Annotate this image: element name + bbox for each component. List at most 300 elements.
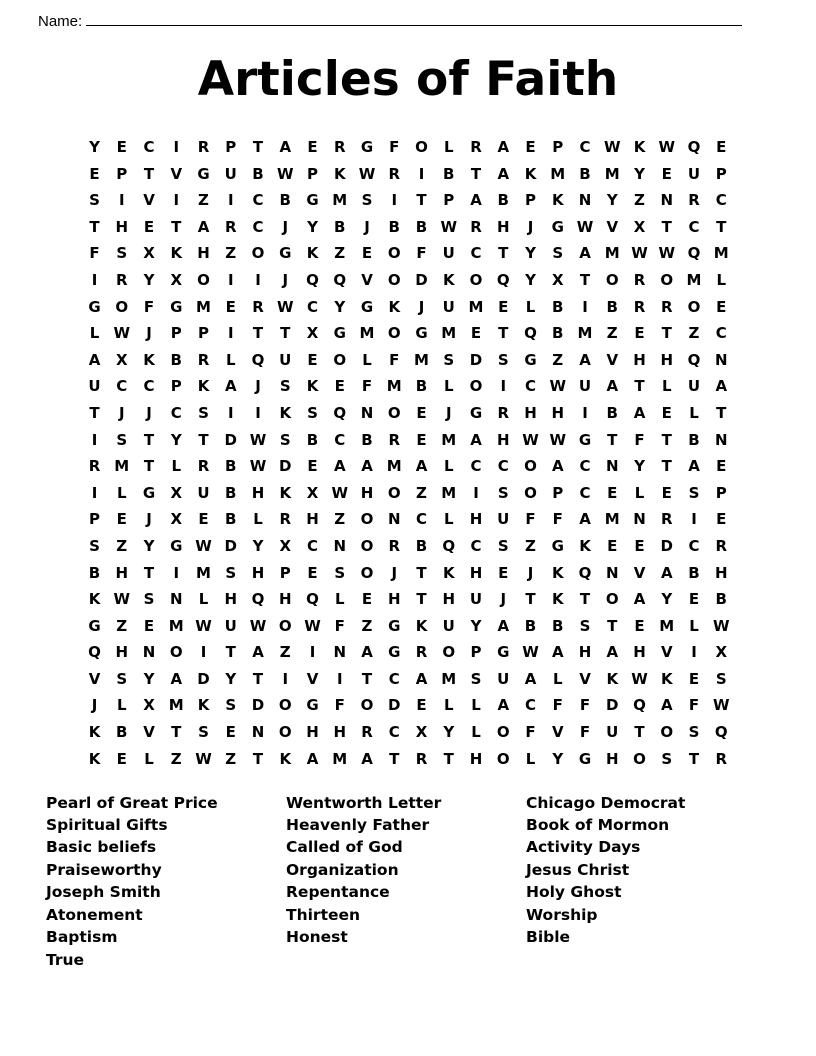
word-list-item[interactable]: Holy Ghost xyxy=(526,883,622,902)
grid-cell[interactable]: I xyxy=(255,403,261,422)
grid-cell[interactable]: A xyxy=(660,563,673,582)
grid-cell[interactable]: K xyxy=(388,297,401,316)
grid-cell[interactable]: L xyxy=(362,350,372,369)
grid-cell[interactable]: L xyxy=(116,483,127,502)
grid-cell[interactable]: H xyxy=(306,723,319,742)
grid-cell[interactable]: P xyxy=(307,164,318,183)
grid-cell[interactable]: Y xyxy=(170,430,182,449)
grid-cell[interactable]: G xyxy=(497,643,510,662)
grid-cell[interactable]: F xyxy=(361,377,373,396)
grid-cell[interactable]: V xyxy=(306,669,319,688)
grid-cell[interactable]: I xyxy=(473,483,479,502)
grid-cell[interactable]: G xyxy=(170,536,183,555)
grid-cell[interactable]: E xyxy=(225,723,236,742)
grid-cell[interactable]: G xyxy=(279,244,292,263)
grid-cell[interactable]: U xyxy=(279,350,292,369)
grid-cell[interactable]: E xyxy=(307,563,318,582)
grid-cell[interactable]: A xyxy=(551,643,564,662)
grid-cell[interactable]: Y xyxy=(143,669,155,688)
grid-cell[interactable]: T xyxy=(661,324,672,343)
grid-cell[interactable]: D xyxy=(660,536,673,555)
grid-cell[interactable]: A xyxy=(606,377,619,396)
grid-cell[interactable]: R xyxy=(497,403,510,422)
grid-cell[interactable]: W xyxy=(113,590,131,609)
grid-cell[interactable]: L xyxy=(225,350,236,369)
grid-cell[interactable]: S xyxy=(715,669,727,688)
grid-cell[interactable]: G xyxy=(388,643,401,662)
grid-cell[interactable]: Y xyxy=(470,616,482,635)
grid-cell[interactable]: M xyxy=(414,350,429,369)
grid-cell[interactable]: T xyxy=(416,563,427,582)
grid-cell[interactable]: C xyxy=(388,723,400,742)
grid-cell[interactable]: J xyxy=(527,563,534,582)
grid-cell[interactable]: F xyxy=(143,297,155,316)
grid-cell[interactable]: W xyxy=(304,616,321,635)
grid-cell[interactable]: R xyxy=(470,138,482,156)
grid-cell[interactable]: Z xyxy=(525,536,536,555)
grid-cell[interactable]: I xyxy=(91,430,98,449)
grid-cell[interactable]: W xyxy=(522,643,539,662)
grid-cell[interactable]: R xyxy=(633,297,646,316)
grid-cell[interactable]: T xyxy=(361,669,373,688)
grid-cell[interactable]: B xyxy=(415,377,428,396)
grid-cell[interactable]: A xyxy=(470,430,482,449)
grid-cell[interactable]: M xyxy=(441,669,457,688)
grid-cell[interactable]: Z xyxy=(225,749,237,768)
grid-cell[interactable]: S xyxy=(579,616,591,635)
grid-cell[interactable]: E xyxy=(361,244,373,263)
grid-cell[interactable]: C xyxy=(334,430,346,449)
grid-cell[interactable]: K xyxy=(88,723,101,742)
grid-cell[interactable]: U xyxy=(224,616,237,635)
grid-cell[interactable]: J xyxy=(527,217,534,236)
grid-cell[interactable]: N xyxy=(251,723,265,742)
grid-cell[interactable]: N xyxy=(333,536,347,555)
grid-cell[interactable]: M xyxy=(604,510,620,529)
grid-cell[interactable]: W xyxy=(631,244,648,263)
grid-cell[interactable]: A xyxy=(497,696,510,715)
grid-cell[interactable]: K xyxy=(279,483,292,502)
grid-cell[interactable]: I xyxy=(200,643,207,662)
grid-cell[interactable]: L xyxy=(634,483,645,502)
grid-cell[interactable]: I xyxy=(227,270,234,289)
grid-cell[interactable]: A xyxy=(715,377,728,396)
grid-cell[interactable]: A xyxy=(415,669,428,688)
grid-cell[interactable]: R xyxy=(115,270,128,289)
grid-cell[interactable]: L xyxy=(525,297,536,316)
grid-cell[interactable]: O xyxy=(605,590,619,609)
grid-cell[interactable]: T xyxy=(634,377,645,396)
grid-cell[interactable]: W xyxy=(195,749,212,768)
grid-cell[interactable]: L xyxy=(443,510,454,529)
grid-cell[interactable]: R xyxy=(361,723,373,742)
grid-cell[interactable]: E xyxy=(498,563,509,582)
grid-cell[interactable]: H xyxy=(469,510,483,529)
grid-cell[interactable]: S xyxy=(225,696,237,715)
grid-cell[interactable]: R xyxy=(197,138,210,156)
grid-cell[interactable]: B xyxy=(225,483,237,502)
grid-cell[interactable]: X xyxy=(170,483,183,502)
grid-cell[interactable]: L xyxy=(443,377,454,396)
grid-cell[interactable]: K xyxy=(197,377,210,396)
grid-cell[interactable]: Q xyxy=(333,270,347,289)
grid-cell[interactable]: F xyxy=(334,696,345,715)
grid-cell[interactable]: T xyxy=(389,749,400,768)
grid-cell[interactable]: K xyxy=(442,563,455,582)
grid-cell[interactable]: Q xyxy=(333,403,347,422)
grid-cell[interactable]: M xyxy=(359,324,375,343)
grid-cell[interactable]: C xyxy=(688,536,700,555)
grid-cell[interactable]: Z xyxy=(416,483,427,502)
grid-cell[interactable]: E xyxy=(307,457,318,476)
grid-cell[interactable]: T xyxy=(171,217,182,236)
grid-cell[interactable]: O xyxy=(333,350,347,369)
grid-cell[interactable]: M xyxy=(441,324,457,343)
grid-cell[interactable]: O xyxy=(633,749,646,768)
grid-cell[interactable]: T xyxy=(579,270,591,289)
grid-cell[interactable]: B xyxy=(415,536,428,555)
grid-cell[interactable]: K xyxy=(579,536,591,555)
word-list-item[interactable]: Basic beliefs xyxy=(46,838,157,857)
grid-cell[interactable]: J xyxy=(146,403,152,422)
grid-cell[interactable]: W xyxy=(331,483,349,502)
grid-cell[interactable]: Q xyxy=(714,723,728,742)
grid-cell[interactable]: O xyxy=(605,270,619,289)
grid-cell[interactable]: E xyxy=(143,616,155,635)
grid-cell[interactable]: Y xyxy=(252,536,264,555)
grid-cell[interactable]: T xyxy=(579,590,591,609)
grid-cell[interactable]: E xyxy=(607,483,618,502)
grid-cell[interactable]: A xyxy=(633,590,646,609)
grid-cell[interactable]: H xyxy=(496,217,510,236)
grid-cell[interactable]: N xyxy=(714,430,728,449)
grid-cell[interactable]: T xyxy=(716,403,727,422)
grid-cell[interactable]: C xyxy=(252,217,264,236)
grid-cell[interactable]: T xyxy=(716,217,727,236)
grid-cell[interactable]: B xyxy=(715,590,727,609)
grid-cell[interactable]: X xyxy=(715,643,728,662)
grid-cell[interactable]: O xyxy=(687,297,701,316)
grid-cell[interactable]: H xyxy=(551,403,565,422)
grid-cell[interactable]: B xyxy=(606,403,618,422)
grid-cell[interactable]: A xyxy=(497,616,510,635)
grid-cell[interactable]: G xyxy=(578,430,592,449)
grid-cell[interactable]: M xyxy=(468,297,484,316)
grid-cell[interactable]: G xyxy=(333,324,346,343)
grid-cell[interactable]: C xyxy=(497,457,509,476)
grid-cell[interactable]: K xyxy=(551,563,564,582)
grid-cell[interactable]: I xyxy=(582,403,588,422)
grid-cell[interactable]: S xyxy=(334,563,346,582)
grid-cell[interactable]: C xyxy=(715,324,727,343)
grid-cell[interactable]: S xyxy=(688,483,700,502)
grid-cell[interactable]: C xyxy=(388,669,400,688)
grid-cell[interactable]: O xyxy=(469,377,483,396)
word-list-item[interactable]: Praiseworthy xyxy=(46,860,162,879)
grid-cell[interactable]: L xyxy=(144,749,154,768)
grid-cell[interactable]: M xyxy=(659,616,675,635)
word-list-item[interactable]: Worship xyxy=(526,905,598,924)
grid-cell[interactable]: A xyxy=(606,643,619,662)
grid-cell[interactable]: M xyxy=(196,563,211,582)
grid-cell[interactable]: A xyxy=(579,510,591,529)
grid-cell[interactable]: S xyxy=(443,350,455,369)
grid-cell[interactable]: T xyxy=(89,217,100,236)
grid-cell[interactable]: G xyxy=(360,138,374,156)
grid-cell[interactable]: W xyxy=(658,138,676,156)
grid-cell[interactable]: H xyxy=(115,217,129,236)
grid-cell[interactable]: L xyxy=(334,590,345,609)
grid-cell[interactable]: L xyxy=(89,324,100,343)
grid-cell[interactable]: E xyxy=(716,457,727,476)
grid-cell[interactable]: E xyxy=(498,297,509,316)
grid-cell[interactable]: G xyxy=(360,297,374,316)
grid-cell[interactable]: R xyxy=(633,270,646,289)
word-list-item[interactable]: Honest xyxy=(286,928,348,947)
grid-cell[interactable]: C xyxy=(470,457,482,476)
grid-cell[interactable]: C xyxy=(524,377,536,396)
grid-cell[interactable]: T xyxy=(252,324,264,343)
grid-cell[interactable]: C xyxy=(470,536,482,555)
grid-cell[interactable]: W xyxy=(358,164,376,183)
grid-cell[interactable]: D xyxy=(469,350,483,369)
grid-cell[interactable]: T xyxy=(525,590,536,609)
grid-cell[interactable]: S xyxy=(89,191,100,210)
grid-cell[interactable]: S xyxy=(198,403,209,422)
grid-cell[interactable]: K xyxy=(606,669,619,688)
grid-cell[interactable]: A xyxy=(252,643,264,662)
grid-cell[interactable]: K xyxy=(524,164,537,183)
grid-cell[interactable]: C xyxy=(715,191,727,210)
grid-cell[interactable]: O xyxy=(197,270,210,289)
grid-cell[interactable]: N xyxy=(660,191,674,210)
grid-cell[interactable]: L xyxy=(443,457,454,476)
grid-cell[interactable]: T xyxy=(498,324,509,343)
grid-cell[interactable]: F xyxy=(552,510,563,529)
grid-cell[interactable]: X xyxy=(306,324,319,343)
grid-cell[interactable]: S xyxy=(661,749,673,768)
grid-cell[interactable]: T xyxy=(634,723,645,742)
grid-cell[interactable]: U xyxy=(88,377,101,396)
grid-cell[interactable]: O xyxy=(387,270,401,289)
grid-cell[interactable]: Z xyxy=(198,191,209,210)
grid-cell[interactable]: F xyxy=(579,696,591,715)
grid-cell[interactable]: E xyxy=(116,510,127,529)
grid-cell[interactable]: V xyxy=(660,643,673,662)
grid-cell[interactable]: P xyxy=(443,191,455,210)
grid-cell[interactable]: O xyxy=(251,244,265,263)
grid-cell[interactable]: W xyxy=(712,696,730,715)
grid-cell[interactable]: I xyxy=(691,643,697,662)
grid-cell[interactable]: W xyxy=(576,217,594,236)
grid-cell[interactable]: T xyxy=(443,749,454,768)
grid-cell[interactable]: T xyxy=(661,217,672,236)
grid-cell[interactable]: H xyxy=(660,350,674,369)
grid-cell[interactable]: T xyxy=(89,403,100,422)
word-list-item[interactable]: Jesus Christ xyxy=(526,860,630,879)
grid-cell[interactable]: L xyxy=(471,723,481,742)
grid-cell[interactable]: U xyxy=(606,723,619,742)
grid-cell[interactable]: M xyxy=(114,457,130,476)
grid-cell[interactable]: G xyxy=(88,297,101,316)
grid-cell[interactable]: T xyxy=(280,324,291,343)
grid-cell[interactable]: X xyxy=(415,723,428,742)
grid-cell[interactable]: S xyxy=(116,430,128,449)
grid-cell[interactable]: O xyxy=(169,643,183,662)
grid-cell[interactable]: R xyxy=(224,217,237,236)
grid-cell[interactable]: D xyxy=(224,430,237,449)
grid-cell[interactable]: S xyxy=(198,723,209,742)
grid-cell[interactable]: U xyxy=(442,244,455,263)
grid-cell[interactable]: L xyxy=(661,377,672,396)
grid-cell[interactable]: I xyxy=(282,669,289,688)
grid-cell[interactable]: T xyxy=(607,430,618,449)
word-list-item[interactable]: Heavenly Father xyxy=(286,816,430,835)
grid-cell[interactable]: Y xyxy=(606,191,618,210)
grid-cell[interactable]: U xyxy=(687,164,701,183)
grid-cell[interactable]: L xyxy=(443,138,454,156)
grid-cell[interactable]: W xyxy=(549,430,567,449)
grid-cell[interactable]: A xyxy=(279,138,292,156)
grid-cell[interactable]: U xyxy=(497,669,510,688)
grid-cell[interactable]: W xyxy=(276,164,294,183)
grid-cell[interactable]: Q xyxy=(524,324,537,343)
grid-cell[interactable]: X xyxy=(143,244,155,263)
grid-cell[interactable]: O xyxy=(469,270,483,289)
grid-cell[interactable]: I xyxy=(500,377,507,396)
grid-cell[interactable]: C xyxy=(252,191,264,210)
grid-cell[interactable]: E xyxy=(225,297,236,316)
grid-cell[interactable]: K xyxy=(88,749,101,768)
grid-cell[interactable]: B xyxy=(552,616,564,635)
grid-cell[interactable]: N xyxy=(578,191,592,210)
grid-cell[interactable]: O xyxy=(115,297,129,316)
grid-cell[interactable]: A xyxy=(524,669,537,688)
grid-cell[interactable]: E xyxy=(688,590,700,609)
grid-cell[interactable]: G xyxy=(578,749,592,768)
grid-cell[interactable]: E xyxy=(634,536,645,555)
grid-cell[interactable]: J xyxy=(391,563,398,582)
grid-cell[interactable]: Q xyxy=(687,244,701,263)
grid-cell[interactable]: E xyxy=(143,217,155,236)
grid-cell[interactable]: I xyxy=(582,297,588,316)
grid-cell[interactable]: E xyxy=(716,510,727,529)
word-list-item[interactable]: Pearl of Great Price xyxy=(46,793,218,812)
grid-cell[interactable]: Y xyxy=(143,270,155,289)
grid-cell[interactable]: T xyxy=(171,723,182,742)
grid-cell[interactable]: G xyxy=(415,324,428,343)
grid-cell[interactable]: Z xyxy=(361,616,373,635)
grid-cell[interactable]: Q xyxy=(251,590,265,609)
grid-cell[interactable]: I xyxy=(227,191,234,210)
grid-cell[interactable]: V xyxy=(606,217,619,236)
grid-cell[interactable]: T xyxy=(252,669,264,688)
grid-cell[interactable]: B xyxy=(688,430,700,449)
word-list-item[interactable]: Book of Mormon xyxy=(526,816,670,835)
grid-cell[interactable]: A xyxy=(333,457,346,476)
grid-cell[interactable]: G xyxy=(88,616,101,635)
grid-cell[interactable]: V xyxy=(606,350,619,369)
grid-cell[interactable]: U xyxy=(687,377,701,396)
grid-cell[interactable]: D xyxy=(279,457,292,476)
grid-cell[interactable]: V xyxy=(361,270,373,289)
grid-cell[interactable]: Z xyxy=(334,510,346,529)
grid-cell[interactable]: E xyxy=(525,138,536,156)
grid-cell[interactable]: O xyxy=(660,723,674,742)
grid-cell[interactable]: T xyxy=(143,430,155,449)
grid-cell[interactable]: W xyxy=(549,377,567,396)
grid-cell[interactable]: P xyxy=(470,643,482,662)
grid-cell[interactable]: Q xyxy=(687,350,701,369)
grid-cell[interactable]: C xyxy=(415,510,427,529)
grid-cell[interactable]: B xyxy=(443,164,455,183)
grid-cell[interactable]: B xyxy=(170,350,182,369)
grid-cell[interactable]: N xyxy=(169,590,183,609)
grid-cell[interactable]: A xyxy=(224,377,237,396)
grid-cell[interactable]: H xyxy=(115,563,129,582)
grid-cell[interactable]: H xyxy=(714,563,728,582)
grid-cell[interactable]: S xyxy=(307,403,318,422)
grid-cell[interactable]: A xyxy=(361,643,373,662)
grid-cell[interactable]: F xyxy=(525,510,536,529)
grid-cell[interactable]: K xyxy=(660,669,673,688)
grid-cell[interactable]: Z xyxy=(225,244,237,263)
grid-cell[interactable]: V xyxy=(143,723,155,742)
grid-cell[interactable]: K xyxy=(306,244,319,263)
grid-cell[interactable]: X xyxy=(633,217,646,236)
grid-cell[interactable]: A xyxy=(170,669,183,688)
grid-cell[interactable]: P xyxy=(170,377,182,396)
grid-cell[interactable]: F xyxy=(688,696,700,715)
grid-cell[interactable]: A xyxy=(361,457,373,476)
grid-cell[interactable]: V xyxy=(633,563,646,582)
grid-cell[interactable]: S xyxy=(497,536,509,555)
grid-cell[interactable]: H xyxy=(251,483,265,502)
grid-cell[interactable]: E xyxy=(470,324,482,343)
grid-cell[interactable]: Y xyxy=(661,590,673,609)
grid-cell[interactable]: R xyxy=(252,297,264,316)
grid-cell[interactable]: V xyxy=(143,191,155,210)
grid-cell[interactable]: R xyxy=(660,510,673,529)
grid-cell[interactable]: B xyxy=(497,191,509,210)
grid-cell[interactable]: J xyxy=(118,403,125,422)
word-list-item[interactable]: Chicago Democrat xyxy=(526,793,686,812)
grid-cell[interactable]: P xyxy=(170,324,182,343)
grid-cell[interactable]: K xyxy=(197,696,210,715)
grid-cell[interactable]: O xyxy=(278,616,292,635)
grid-cell[interactable]: A xyxy=(660,696,673,715)
grid-cell[interactable]: M xyxy=(713,244,729,263)
grid-cell[interactable]: C xyxy=(306,297,318,316)
grid-cell[interactable]: Q xyxy=(442,536,456,555)
grid-cell[interactable]: I xyxy=(91,270,98,289)
grid-cell[interactable]: H xyxy=(633,643,646,662)
grid-cell[interactable]: E xyxy=(116,138,127,156)
grid-cell[interactable]: M xyxy=(604,164,620,183)
grid-cell[interactable]: H xyxy=(224,590,238,609)
grid-cell[interactable]: P xyxy=(552,483,564,502)
grid-cell[interactable]: N xyxy=(605,457,619,476)
grid-cell[interactable]: O xyxy=(278,696,292,715)
grid-cell[interactable]: P xyxy=(89,510,100,529)
grid-cell[interactable]: Y xyxy=(443,723,455,742)
grid-cell[interactable]: S xyxy=(143,590,155,609)
grid-cell[interactable]: A xyxy=(497,138,510,156)
grid-cell[interactable]: L xyxy=(689,403,699,422)
grid-cell[interactable]: Z xyxy=(606,324,618,343)
grid-cell[interactable]: Q xyxy=(633,696,646,715)
grid-cell[interactable]: Y xyxy=(89,138,100,156)
